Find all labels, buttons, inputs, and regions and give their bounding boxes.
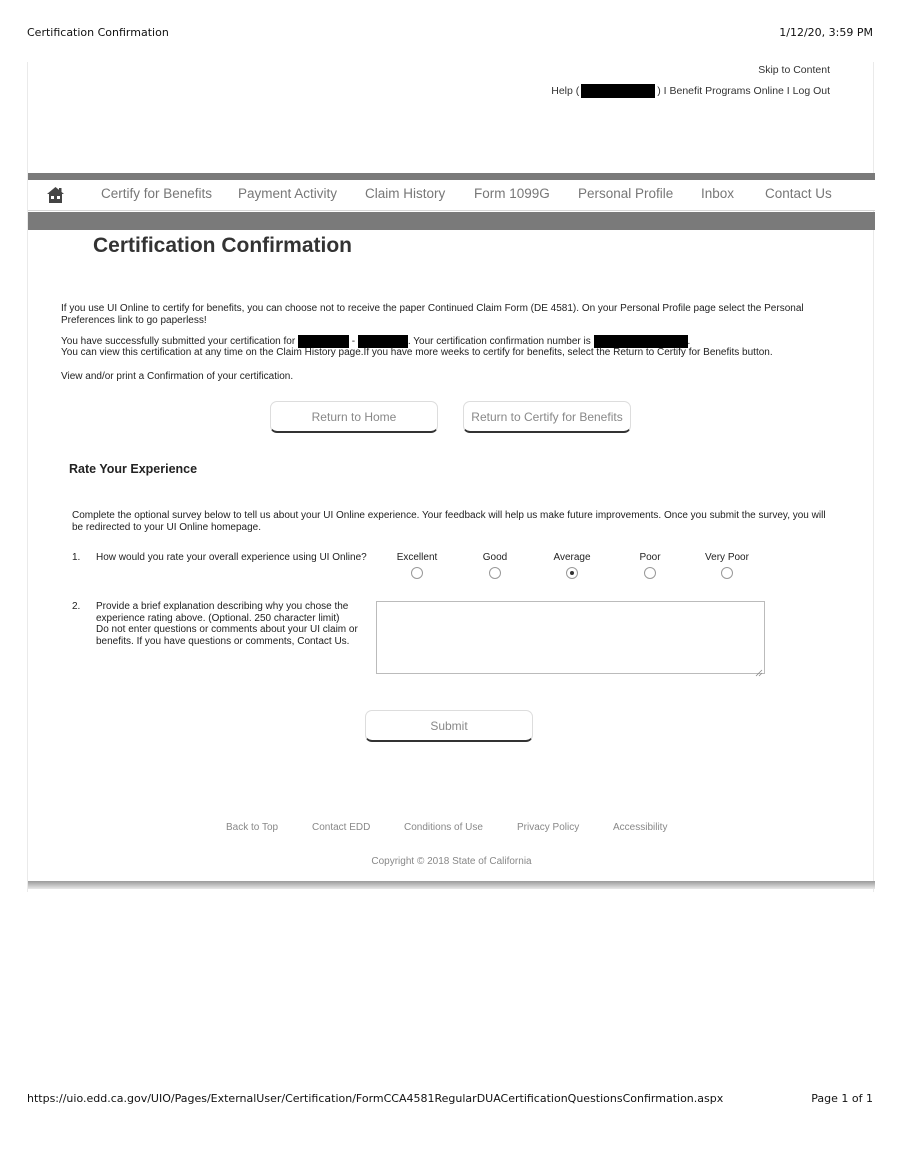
submit-button[interactable]: Submit <box>365 710 533 742</box>
print-confirmation-line: View and/or print a Confirmation of your certification. <box>61 371 294 382</box>
nav-top-bar <box>28 173 875 180</box>
top-links <box>551 84 830 98</box>
benefit-programs-logout-links[interactable]: ) I Benefit Programs Online I Log Out <box>657 84 830 97</box>
page-bottom-shadow <box>28 881 875 889</box>
rating-radio-very-poor[interactable] <box>721 567 733 579</box>
survey-intro: Complete the optional survey below to tell us about your UI Online experience. Your feedback will help us make future improvements. Once you submit the survey, you will be redirected to your UI Online homepage. <box>72 510 826 533</box>
rating-radio-excellent[interactable] <box>411 567 423 579</box>
footer-contact-edd[interactable]: Contact EDD <box>312 822 371 833</box>
survey-heading: Rate Your Experience <box>69 462 198 476</box>
print-page-number: Page 1 of 1 <box>811 1092 873 1105</box>
print-datetime: 1/12/20, 3:59 PM <box>779 26 873 39</box>
question-1-text: How would you rate your overall experience using UI Online? <box>96 552 367 563</box>
return-to-certify-button[interactable]: Return to Certify for Benefits <box>463 401 631 433</box>
question-2-number: 2. <box>72 601 81 612</box>
rating-radio-good[interactable] <box>489 567 501 579</box>
nav-contact-us[interactable]: Contact Us <box>765 186 832 201</box>
question-1-number: 1. <box>72 552 81 563</box>
nav-payment-activity[interactable]: Payment Activity <box>238 186 338 201</box>
rating-label-poor: Poor <box>639 552 661 563</box>
rating-radio-poor[interactable] <box>644 567 656 579</box>
print-page-title: Certification Confirmation <box>27 26 169 39</box>
main-nav <box>28 180 875 211</box>
rating-label-very-poor: Very Poor <box>705 552 749 563</box>
rating-label-average: Average <box>553 552 591 563</box>
explanation-textarea[interactable] <box>376 601 765 674</box>
claim-history-notice: You can view this certification at any time on the Claim History page.If you have more weeks to certify for benefits, select the Return to Certify for Benefits button. <box>61 347 773 358</box>
footer-privacy-policy[interactable]: Privacy Policy <box>517 822 580 833</box>
footer-accessibility[interactable]: Accessibility <box>613 822 668 833</box>
paperless-notice: If you use UI Online to certify for benefits, you can choose not to receive the paper Continued Claim Form (DE 4581). On your Personal Profile page select the Personal Preferences link to go paperless! <box>61 303 804 326</box>
rating-label-excellent: Excellent <box>396 552 438 563</box>
resize-grip-icon[interactable] <box>755 664 763 672</box>
print-footer <box>27 1092 873 1106</box>
rating-radio-average[interactable] <box>566 567 578 579</box>
copyright: Copyright © 2018 State of California <box>371 856 532 867</box>
return-to-home-button[interactable]: Return to Home <box>270 401 438 433</box>
nav-personal-profile[interactable]: Personal Profile <box>578 186 674 201</box>
page-frame <box>27 62 874 892</box>
nav-inbox[interactable]: Inbox <box>701 186 735 201</box>
question-2-text: Provide a brief explanation describing why you chose the experience rating above. (Optional. 250 character limit) Do not enter questions or comments about your UI claim or benefits. If you have questions or comments, Contact Us. <box>96 601 358 647</box>
print-header <box>27 26 873 40</box>
certification-success-line: You have successfully submitted your certification for - . Your certification confirmation number is . <box>61 336 691 348</box>
print-page-url: https://uio.edd.ca.gov/UIO/Pages/ExternalUser/Certification/FormCCA4581RegularDUACertificationQuestionsConfirmation.aspx <box>27 1092 724 1105</box>
help-link[interactable]: Help ( <box>551 84 580 97</box>
footer-conditions-of-use[interactable]: Conditions of Use <box>404 822 483 833</box>
skip-to-content-link[interactable]: Skip to Content <box>758 64 830 76</box>
redacted-block <box>581 84 655 98</box>
footer-back-to-top[interactable]: Back to Top <box>226 822 279 833</box>
nav-form-1099g[interactable]: Form 1099G <box>474 186 550 201</box>
nav-bottom-bar <box>28 212 875 230</box>
house-icon[interactable] <box>46 186 65 204</box>
page-title: Certification Confirmation <box>93 234 353 257</box>
nav-certify-for-benefits[interactable]: Certify for Benefits <box>101 186 213 201</box>
nav-claim-history[interactable]: Claim History <box>365 186 446 201</box>
rating-label-good: Good <box>482 552 508 563</box>
